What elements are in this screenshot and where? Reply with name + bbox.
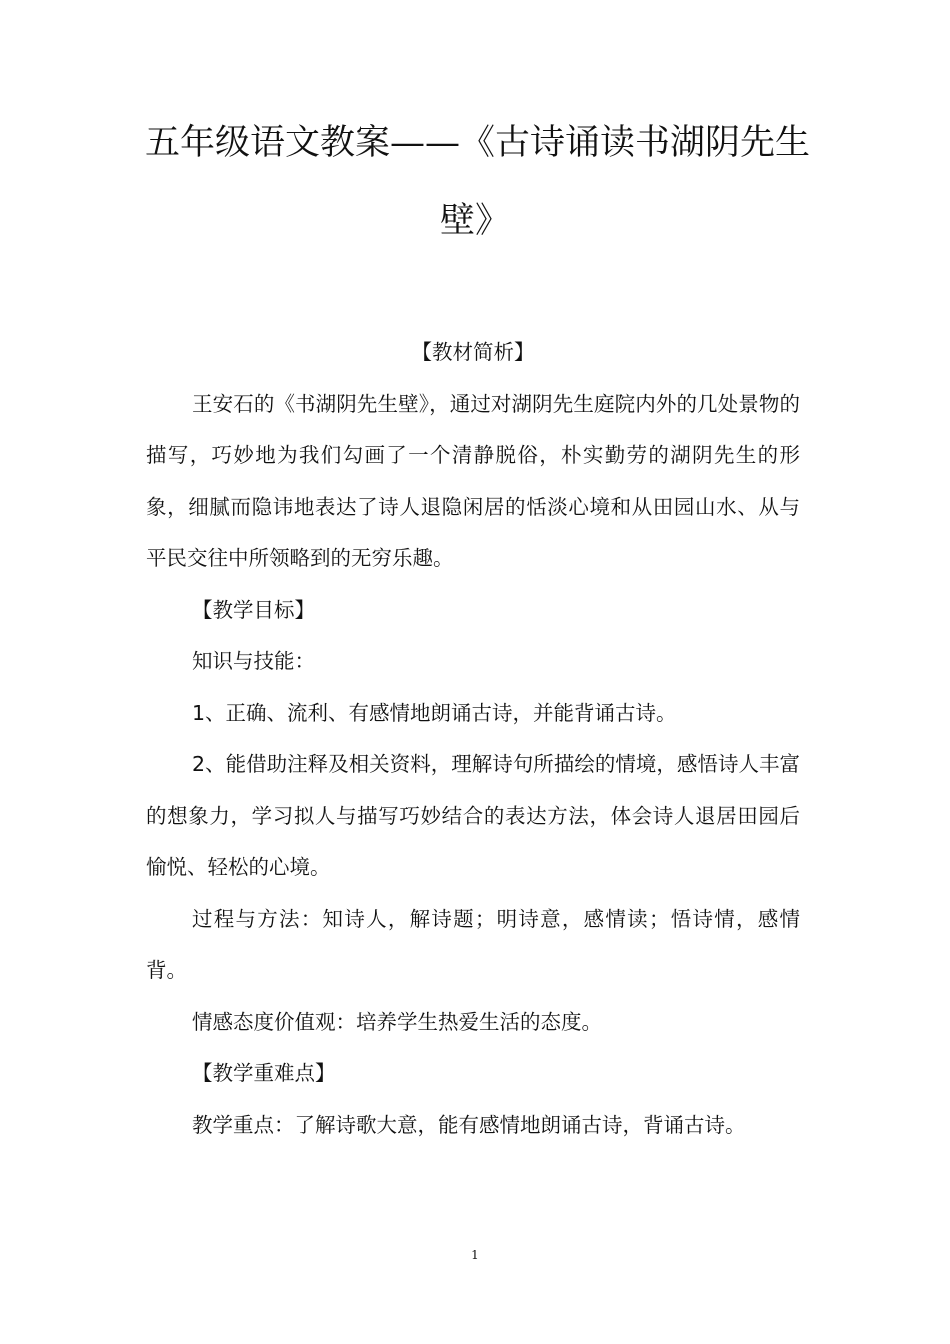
page-number: 1 — [471, 1248, 479, 1262]
paragraph-knowledge-skills: 知识与技能： — [192, 649, 315, 673]
paragraph-process-method: 过程与方法：知诗人，解诗题；明诗意，感情读；悟诗情，感情背。 — [146, 906, 800, 982]
document-title-line-2: 壁》 — [439, 201, 510, 241]
document-title-line-1: 五年级语文教案——《古诗诵读书湖阴先生 — [145, 123, 811, 163]
section-heading-textbook-analysis: 【教材简析】 — [411, 340, 535, 364]
paragraph-emotion-values: 情感态度价值观：培养学生热爱生活的态度。 — [192, 1009, 602, 1034]
section-heading-teaching-goals: 【教学目标】 — [192, 597, 315, 622]
document-body — [146, 327, 800, 1151]
section-heading-key-difficult-points: 【教学重难点】 — [192, 1061, 336, 1085]
paragraph-goal-1: 1、正确、流利、有感情地朗诵古诗，并能背诵古诗。 — [192, 700, 677, 725]
paragraph-analysis: 王安石的《书湖阴先生壁》，通过对湖阴先生庭院内外的几处景物的描写，巧妙地为我们勾画了一个清静脱俗，朴实勤劳的湖阴先生的形象，细腻而隐讳地表达了诗人退隐闲居的恬淡心境和从田园山水、从与平民交往中所领略到的无穷乐趣。 — [146, 391, 800, 570]
paragraph-teaching-focus: 教学重点：了解诗歌大意，能有感情地朗诵古诗，背诵古诗。 — [192, 1112, 746, 1137]
paragraph-goal-2: 2、能借助注释及相关资料，理解诗句所描绘的情境，感悟诗人丰富的想象力，学习拟人与描写巧妙结合的表达方法，体会诗人退居田园后愉悦、轻松的心境。 — [146, 752, 800, 879]
